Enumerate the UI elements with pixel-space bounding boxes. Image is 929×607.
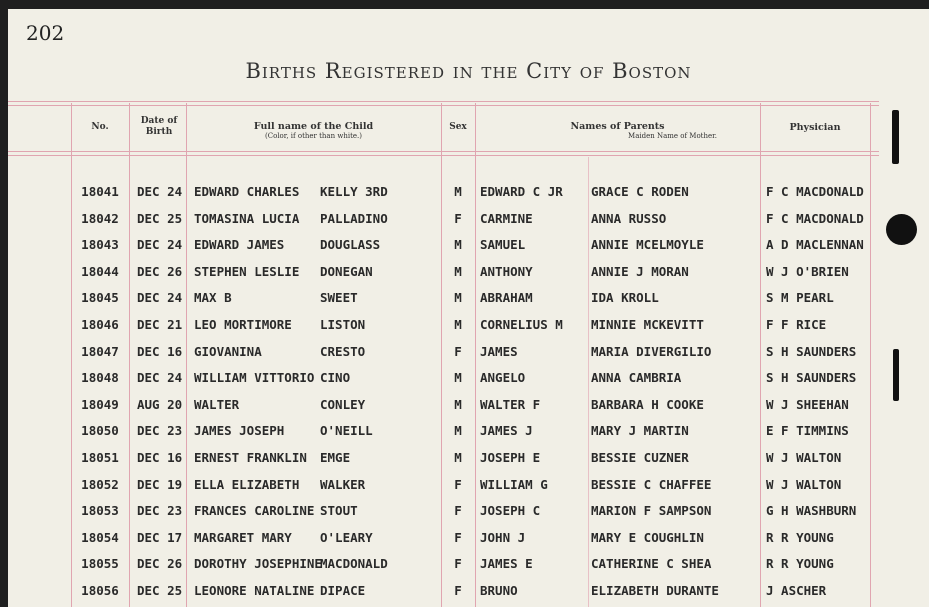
- record-no: 18045: [81, 290, 119, 306]
- record-given: EDWARD JAMES: [194, 237, 285, 253]
- record-mother: BARBARA H COOKE: [591, 396, 704, 412]
- record-row: [8, 312, 929, 338]
- record-physician: G H WASHBURN: [766, 503, 857, 519]
- record-surname: CINO: [320, 370, 351, 386]
- record-father: BRUNO: [480, 583, 518, 598]
- record-no: 18046: [81, 317, 119, 332]
- record-given: GIOVANINA: [194, 343, 262, 359]
- record-physician: J ASCHER: [766, 583, 827, 598]
- record-date: DEC 24: [137, 184, 183, 199]
- record-father: ANGELO: [480, 370, 526, 386]
- record-surname: O'NEILL: [320, 423, 373, 439]
- record-row: [8, 472, 929, 498]
- record-date: DEC 16: [137, 343, 183, 359]
- record-sex: M: [454, 396, 462, 412]
- record-no: 18044: [81, 263, 119, 279]
- record-physician: S H SAUNDERS: [766, 343, 857, 359]
- record-mother: MARY J MARTIN: [591, 423, 689, 439]
- record-no: 18042: [81, 210, 119, 226]
- record-mother: ANNIE J MORAN: [591, 263, 689, 279]
- record-given: FRANCES CAROLINE: [194, 503, 315, 519]
- record-mother: CATHERINE C SHEA: [591, 556, 712, 572]
- record-row: [8, 285, 929, 311]
- record-no: 18051: [81, 450, 119, 465]
- record-date: DEC 24: [137, 290, 183, 306]
- record-sex: M: [454, 237, 462, 253]
- record-physician: W J SHEEHAN: [766, 396, 849, 412]
- record-surname: MACDONALD: [320, 556, 388, 572]
- header-top-rule: [8, 101, 879, 102]
- record-given: WALTER: [194, 396, 240, 412]
- record-sex: F: [454, 529, 462, 545]
- record-mother: ANNIE MCELMOYLE: [591, 237, 704, 253]
- binder-mark: [892, 110, 899, 164]
- record-sex: M: [454, 370, 462, 386]
- record-father: JAMES J: [480, 423, 533, 439]
- record-row: [8, 179, 929, 205]
- record-father: EDWARD C JR: [480, 184, 563, 199]
- record-sex: F: [454, 343, 462, 359]
- header-top-rule-2: [8, 105, 879, 106]
- record-row: [8, 498, 929, 524]
- record-father: JOSEPH C: [480, 503, 541, 519]
- record-sex: F: [454, 556, 462, 572]
- record-date: DEC 26: [137, 263, 183, 279]
- record-physician: S M PEARL: [766, 290, 834, 306]
- record-no: 18052: [81, 476, 119, 492]
- record-father: JOHN J: [480, 529, 526, 545]
- record-sex: M: [454, 184, 462, 199]
- record-physician: F C MACDONALD: [766, 210, 864, 226]
- record-given: ERNEST FRANKLIN: [194, 450, 307, 465]
- record-physician: S H SAUNDERS: [766, 370, 857, 386]
- record-physician: W J WALTON: [766, 476, 842, 492]
- record-row: [8, 232, 929, 258]
- record-physician: W J WALTON: [766, 450, 842, 465]
- record-surname: DOUGLASS: [320, 237, 381, 253]
- record-no: 18054: [81, 529, 119, 545]
- record-no: 18055: [81, 556, 119, 572]
- record-row: [8, 418, 929, 444]
- record-father: SAMUEL: [480, 237, 526, 253]
- record-no: 18043: [81, 237, 119, 253]
- header-parents: [475, 121, 760, 140]
- page-number: 202: [26, 21, 65, 45]
- record-mother: ELIZABETH DURANTE: [591, 583, 719, 598]
- header-full-name-note: (Color, if other than white.): [265, 132, 362, 140]
- record-given: MARGARET MARY: [194, 529, 292, 545]
- record-mother: MINNIE MCKEVITT: [591, 317, 704, 332]
- record-given: JAMES JOSEPH: [194, 423, 285, 439]
- record-physician: F C MACDONALD: [766, 184, 864, 199]
- record-row: [8, 445, 929, 471]
- record-sex: F: [454, 476, 462, 492]
- header-parents-note: Maiden Name of Mother.: [628, 132, 717, 140]
- record-surname: CONLEY: [320, 396, 366, 412]
- record-surname: CRESTO: [320, 343, 366, 359]
- record-row: [8, 392, 929, 418]
- record-no: 18047: [81, 343, 119, 359]
- header-full-name-label: Full name of the Child: [253, 121, 374, 132]
- record-given: WILLIAM VITTORIO: [194, 370, 315, 386]
- record-no: 18053: [81, 503, 119, 519]
- record-date: DEC 26: [137, 556, 183, 572]
- record-surname: WALKER: [320, 476, 366, 492]
- record-surname: O'LEARY: [320, 529, 373, 545]
- record-father: CORNELIUS M: [480, 317, 563, 332]
- record-surname: LISTON: [320, 317, 366, 332]
- record-date: DEC 23: [137, 423, 183, 439]
- page-title: Births Registered in the City of Boston: [245, 59, 692, 83]
- record-surname: DIPACE: [320, 583, 366, 598]
- record-surname: EMGE: [320, 450, 351, 465]
- record-given: EDWARD CHARLES: [194, 184, 300, 199]
- record-surname: DONEGAN: [320, 263, 373, 279]
- binder-mark: [893, 349, 899, 401]
- record-mother: ANNA RUSSO: [591, 210, 667, 226]
- record-physician: W J O'BRIEN: [766, 263, 849, 279]
- record-mother: MARIA DIVERGILIO: [591, 343, 712, 359]
- header-full-name: [186, 121, 441, 140]
- record-no: 18049: [81, 396, 119, 412]
- record-row: [8, 551, 929, 577]
- record-date: DEC 25: [137, 583, 183, 598]
- record-given: STEPHEN LESLIE: [194, 263, 300, 279]
- ledger-page: [8, 9, 929, 607]
- record-physician: A D MACLENNAN: [766, 237, 864, 253]
- record-sex: M: [454, 263, 462, 279]
- record-mother: BESSIE C CHAFFEE: [591, 476, 712, 492]
- record-no: 18048: [81, 370, 119, 386]
- record-sex: F: [454, 210, 462, 226]
- record-surname: PALLADINO: [320, 210, 388, 226]
- record-row: [8, 339, 929, 365]
- record-no: 18041: [81, 184, 119, 199]
- record-physician: R R YOUNG: [766, 529, 834, 545]
- record-surname: KELLY 3RD: [320, 184, 388, 199]
- record-sex: M: [454, 290, 462, 306]
- record-date: DEC 19: [137, 476, 183, 492]
- record-father: ANTHONY: [480, 263, 533, 279]
- record-physician: F F RICE: [766, 317, 827, 332]
- header-bottom-rule-2: [8, 155, 879, 156]
- header-bottom-rule: [8, 151, 879, 152]
- record-given: ELLA ELIZABETH: [194, 476, 300, 492]
- record-date: AUG 20: [137, 396, 183, 412]
- record-given: MAX B: [194, 290, 232, 306]
- header-no: No.: [91, 122, 109, 132]
- record-sex: F: [454, 503, 462, 519]
- record-date: DEC 23: [137, 503, 183, 519]
- record-mother: GRACE C RODEN: [591, 184, 689, 199]
- record-date: DEC 25: [137, 210, 183, 226]
- record-mother: ANNA CAMBRIA: [591, 370, 682, 386]
- record-father: WILLIAM G: [480, 476, 548, 492]
- record-father: ABRAHAM: [480, 290, 533, 306]
- binder-hole: [886, 214, 917, 245]
- record-mother: MARY E COUGHLIN: [591, 529, 704, 545]
- record-father: JOSEPH E: [480, 450, 541, 465]
- record-sex: M: [454, 450, 462, 465]
- record-surname: STOUT: [320, 503, 358, 519]
- record-row: [8, 365, 929, 391]
- header-sex: Sex: [449, 122, 467, 132]
- record-sex: M: [454, 423, 462, 439]
- record-row: [8, 206, 929, 232]
- record-physician: E F TIMMINS: [766, 423, 849, 439]
- record-sex: M: [454, 317, 462, 332]
- record-date: DEC 16: [137, 450, 183, 465]
- record-father: JAMES: [480, 343, 518, 359]
- record-given: DOROTHY JOSEPHINE: [194, 556, 322, 572]
- record-date: DEC 24: [137, 237, 183, 253]
- header-physician: Physician: [789, 122, 841, 133]
- record-date: DEC 21: [137, 317, 183, 332]
- record-surname: SWEET: [320, 290, 358, 306]
- record-mother: MARION F SAMPSON: [591, 503, 712, 519]
- record-date: DEC 17: [137, 529, 183, 545]
- record-row: [8, 259, 929, 285]
- header-parents-label: Names of Parents: [570, 121, 665, 132]
- record-given: TOMASINA LUCIA: [194, 210, 300, 226]
- record-father: JAMES E: [480, 556, 533, 572]
- record-given: LEO MORTIMORE: [194, 317, 292, 332]
- record-mother: BESSIE CUZNER: [591, 450, 689, 465]
- record-sex: F: [454, 583, 462, 598]
- record-row: [8, 525, 929, 551]
- record-no: 18056: [81, 583, 119, 598]
- record-physician: R R YOUNG: [766, 556, 834, 572]
- header-date-of-birth: Date of Birth: [140, 116, 178, 137]
- record-no: 18050: [81, 423, 119, 439]
- record-row: [8, 578, 929, 604]
- record-mother: IDA KROLL: [591, 290, 659, 306]
- record-father: CARMINE: [480, 210, 533, 226]
- record-date: DEC 24: [137, 370, 183, 386]
- record-given: LEONORE NATALINE: [194, 583, 315, 598]
- record-father: WALTER F: [480, 396, 541, 412]
